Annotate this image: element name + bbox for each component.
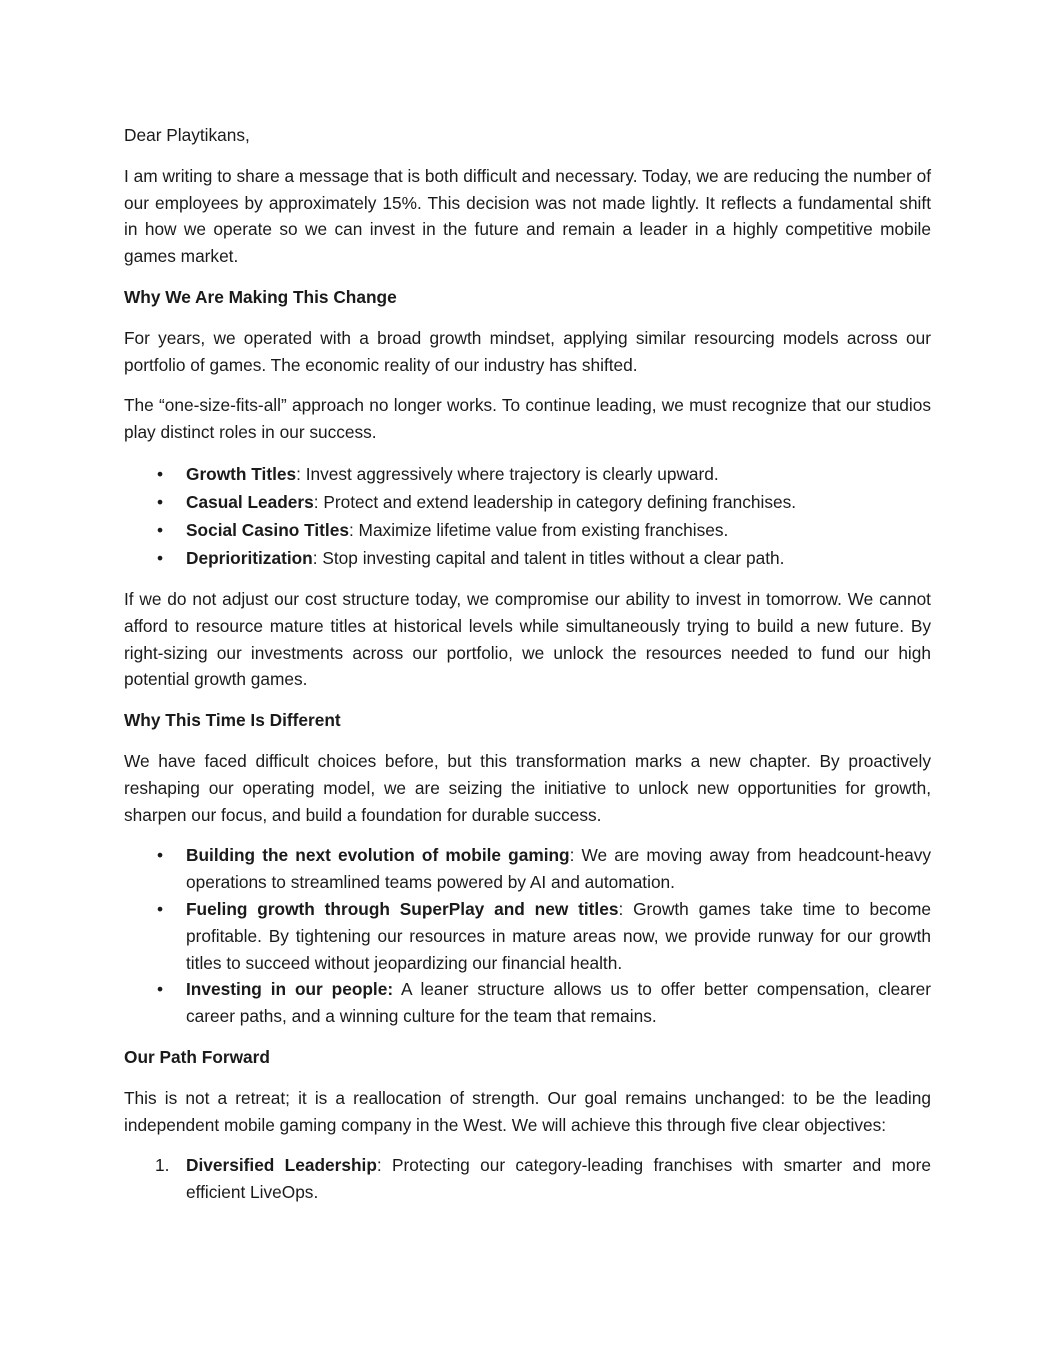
list-item [124, 896, 931, 976]
bullet-icon: • [157, 463, 164, 484]
list-item-text: : Stop investing capital and talent in titles without a clear path. [312, 547, 785, 568]
list-item [124, 544, 931, 572]
list-item [124, 976, 931, 1030]
bullet-icon: • [157, 547, 164, 568]
list-item-label: Investing in our people: [186, 979, 394, 1000]
list-item-label: Casual Leaders [186, 491, 314, 512]
section-heading-change: Why We Are Making This Change [124, 286, 397, 307]
list-item-label: Fueling growth through SuperPlay and new titles [186, 898, 619, 919]
salutation: Dear Playtikans, [124, 125, 250, 145]
section-heading-path-forward: Our Path Forward [124, 1046, 270, 1067]
objectives-list [124, 1152, 931, 1206]
section1-paragraph-3: If we do not adjust our cost structure today, we compromise our ability to invest in tomorrow. We cannot afford to resource mature titles at historical levels while simultaneously trying to build a new future. By right-sizing our investments across our portfolio, we unlock the resources needed to fund our high potential growth games. [124, 588, 931, 690]
list-item-label: Building the next evolution of mobile gaming [186, 845, 570, 866]
list-item-text: A leaner structure allows us to offer better compensation, clearer career paths, and a winning culture for the team that remains. [186, 979, 932, 1027]
bullet-icon: • [157, 491, 164, 512]
transformation-list [124, 842, 931, 1030]
section1-paragraph-1: For years, we operated with a broad growth mindset, applying similar resourcing models across our portfolio of games. The economic reality of our industry has shifted. [124, 327, 931, 375]
list-item-label: Growth Titles [186, 463, 297, 484]
list-item [124, 1152, 931, 1206]
section1-paragraph-2: The “one-size-fits-all” approach no longer works. To continue leading, we must recognize that our studios play distinct roles in our success. [124, 395, 931, 443]
bullet-icon: • [157, 519, 164, 540]
list-item [124, 460, 931, 488]
list-item [124, 842, 931, 896]
list-item-text: : Maximize lifetime value from existing franchises. [348, 519, 729, 540]
list-item-text: : Invest aggressively where trajectory is clearly upward. [296, 463, 719, 484]
list-item [124, 516, 931, 544]
list-item-text: : Growth games take time to become profitable. By tightening our resources in mature areas now, we provide runway for our growth titles to succeed without jeopardizing our financial health. [186, 898, 931, 973]
list-item-text: : We are moving away from headcount-heavy operations to streamlined teams powered by AI and automation. [186, 845, 931, 893]
bullet-icon: • [157, 898, 164, 919]
list-item-number: 1. [155, 1155, 170, 1176]
list-item-label: Diversified Leadership [186, 1155, 377, 1176]
intro-paragraph: I am writing to share a message that is both difficult and necessary. Today, we are reducing the number of our employees by approximately 15%. This decision was not made lightly. It reflects a fundamental shift in how we operate so we can invest in the future and remain a leader in a highly competitive mobile games market. [124, 165, 931, 267]
section3-paragraph-1: This is not a retreat; it is a reallocation of strength. Our goal remains unchanged: to be the leading independent mobile gaming company in the West. We will achieve this through five clear objectives: [124, 1087, 931, 1135]
section-heading-different: Why This Time Is Different [124, 710, 341, 731]
bullet-icon: • [157, 979, 164, 1000]
list-item-label: Social Casino Titles [186, 519, 349, 540]
bullet-icon: • [157, 845, 164, 866]
list-item-label: Deprioritization [186, 547, 313, 568]
list-item [124, 488, 931, 516]
section2-paragraph-1: We have faced difficult choices before, but this transformation marks a new chapter. By proactively reshaping our operating model, we are seizing the initiative to unlock new opportunities for growth, sharpen our focus, and build a foundation for durable success. [124, 750, 931, 825]
list-item-text: : Protecting our category-leading franchises with smarter and more efficient LiveOps. [186, 1155, 931, 1203]
list-item-text: : Protect and extend leadership in category defining franchises. [313, 491, 797, 512]
studio-roles-list [124, 460, 931, 572]
